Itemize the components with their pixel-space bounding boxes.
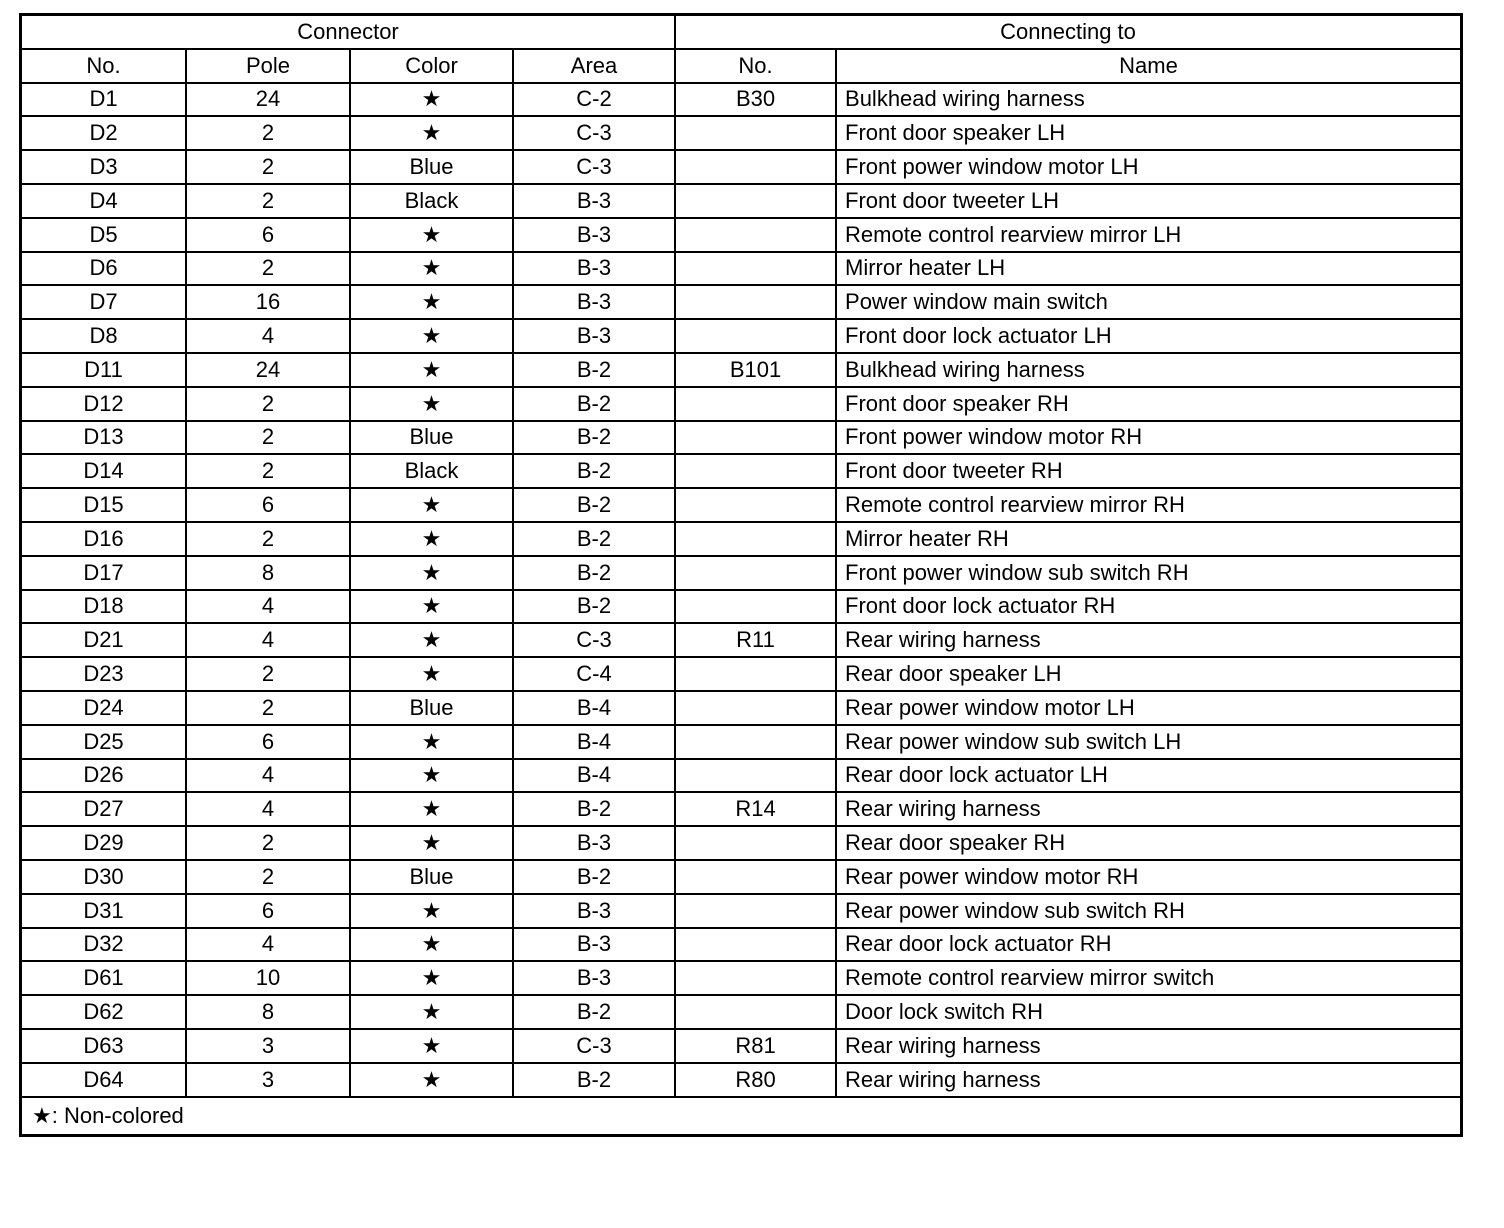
cell-color: ★ [350, 623, 513, 657]
cell-area: B-3 [513, 252, 675, 286]
cell-connecting-name: Front door speaker RH [836, 387, 1460, 421]
cell-connector-no: D17 [22, 556, 186, 590]
cell-pole: 2 [186, 150, 350, 184]
cell-connecting-name: Rear power window motor RH [836, 860, 1460, 894]
cell-connecting-no: B30 [675, 83, 836, 117]
cell-color: ★ [350, 488, 513, 522]
cell-connecting-no [675, 657, 836, 691]
cell-connecting-name: Front door lock actuator RH [836, 590, 1460, 624]
table-row [22, 387, 1460, 421]
cell-area: B-2 [513, 792, 675, 826]
table-row [22, 252, 1460, 286]
group-header-connecting-to: Connecting to [675, 16, 1460, 49]
cell-connecting-name: Remote control rearview mirror switch [836, 961, 1460, 995]
connector-table [22, 16, 1460, 1134]
cell-connecting-name: Door lock switch RH [836, 995, 1460, 1029]
cell-color: ★ [350, 894, 513, 928]
table-row [22, 928, 1460, 962]
cell-connector-no: D27 [22, 792, 186, 826]
cell-connector-no: D5 [22, 218, 186, 252]
cell-pole: 4 [186, 792, 350, 826]
cell-area: B-3 [513, 285, 675, 319]
cell-area: C-2 [513, 83, 675, 117]
table-row [22, 488, 1460, 522]
cell-connector-no: D14 [22, 454, 186, 488]
cell-pole: 8 [186, 556, 350, 590]
cell-connecting-name: Rear door speaker LH [836, 657, 1460, 691]
cell-area: B-4 [513, 691, 675, 725]
cell-area: C-3 [513, 623, 675, 657]
cell-area: B-2 [513, 1063, 675, 1097]
cell-area: B-3 [513, 184, 675, 218]
cell-pole: 4 [186, 590, 350, 624]
cell-connecting-no [675, 387, 836, 421]
cell-area: C-4 [513, 657, 675, 691]
cell-connecting-no [675, 285, 836, 319]
cell-pole: 3 [186, 1029, 350, 1063]
cell-connecting-no [675, 725, 836, 759]
cell-color: Black [350, 454, 513, 488]
table-row [22, 353, 1460, 387]
table-row [22, 522, 1460, 556]
table-row [22, 285, 1460, 319]
cell-connector-no: D21 [22, 623, 186, 657]
table-header [22, 16, 1460, 83]
cell-connector-no: D7 [22, 285, 186, 319]
connector-table-sheet [19, 13, 1463, 1137]
table-row [22, 218, 1460, 252]
table-row [22, 1029, 1460, 1063]
cell-connecting-name: Front power window sub switch RH [836, 556, 1460, 590]
table-row [22, 657, 1460, 691]
cell-color: ★ [350, 387, 513, 421]
table-row [22, 454, 1460, 488]
cell-color: Blue [350, 421, 513, 455]
cell-connector-no: D31 [22, 894, 186, 928]
cell-pole: 3 [186, 1063, 350, 1097]
cell-pole: 4 [186, 759, 350, 793]
cell-pole: 2 [186, 826, 350, 860]
cell-pole: 16 [186, 285, 350, 319]
table-row [22, 725, 1460, 759]
cell-color: ★ [350, 285, 513, 319]
cell-connecting-name: Rear door lock actuator LH [836, 759, 1460, 793]
cell-area: B-2 [513, 590, 675, 624]
cell-connecting-name: Remote control rearview mirror RH [836, 488, 1460, 522]
table-footer [22, 1097, 1460, 1134]
cell-pole: 8 [186, 995, 350, 1029]
cell-connecting-name: Remote control rearview mirror LH [836, 218, 1460, 252]
cell-area: B-2 [513, 556, 675, 590]
cell-connector-no: D62 [22, 995, 186, 1029]
header-column-row [22, 49, 1460, 83]
footnote-row [22, 1097, 1460, 1134]
cell-connector-no: D23 [22, 657, 186, 691]
cell-connector-no: D16 [22, 522, 186, 556]
cell-connecting-name: Bulkhead wiring harness [836, 353, 1460, 387]
cell-connecting-no [675, 522, 836, 556]
cell-color: ★ [350, 218, 513, 252]
cell-area: C-3 [513, 116, 675, 150]
cell-connector-no: D25 [22, 725, 186, 759]
cell-color: ★ [350, 353, 513, 387]
cell-connector-no: D1 [22, 83, 186, 117]
cell-connecting-name: Power window main switch [836, 285, 1460, 319]
cell-connector-no: D4 [22, 184, 186, 218]
cell-connecting-name: Rear power window sub switch LH [836, 725, 1460, 759]
table-row [22, 116, 1460, 150]
cell-connecting-no [675, 826, 836, 860]
cell-area: B-2 [513, 387, 675, 421]
cell-connector-no: D24 [22, 691, 186, 725]
table-row [22, 150, 1460, 184]
table-row [22, 792, 1460, 826]
cell-pole: 2 [186, 860, 350, 894]
cell-connecting-no [675, 995, 836, 1029]
cell-connecting-no [675, 894, 836, 928]
column-header-pole: Pole [186, 49, 350, 83]
cell-color: ★ [350, 995, 513, 1029]
cell-area: B-3 [513, 319, 675, 353]
cell-pole: 24 [186, 83, 350, 117]
cell-color: Blue [350, 860, 513, 894]
cell-connector-no: D32 [22, 928, 186, 962]
cell-connecting-no [675, 691, 836, 725]
cell-connecting-no: R81 [675, 1029, 836, 1063]
cell-pole: 4 [186, 928, 350, 962]
cell-connecting-name: Front door tweeter LH [836, 184, 1460, 218]
cell-pole: 2 [186, 522, 350, 556]
cell-connecting-name: Rear wiring harness [836, 1063, 1460, 1097]
cell-connecting-no: R11 [675, 623, 836, 657]
cell-area: B-4 [513, 759, 675, 793]
cell-connector-no: D63 [22, 1029, 186, 1063]
cell-connector-no: D29 [22, 826, 186, 860]
cell-connecting-no [675, 150, 836, 184]
cell-connecting-name: Rear power window motor LH [836, 691, 1460, 725]
cell-pole: 24 [186, 353, 350, 387]
cell-connector-no: D26 [22, 759, 186, 793]
cell-area: B-2 [513, 860, 675, 894]
cell-connector-no: D6 [22, 252, 186, 286]
cell-pole: 2 [186, 116, 350, 150]
cell-area: B-3 [513, 218, 675, 252]
table-row [22, 556, 1460, 590]
cell-connecting-no: B101 [675, 353, 836, 387]
cell-pole: 2 [186, 657, 350, 691]
cell-connecting-no [675, 759, 836, 793]
table-row [22, 759, 1460, 793]
cell-color: ★ [350, 1063, 513, 1097]
cell-connecting-name: Front door speaker LH [836, 116, 1460, 150]
cell-pole: 10 [186, 961, 350, 995]
cell-area: B-2 [513, 353, 675, 387]
cell-area: B-3 [513, 826, 675, 860]
group-header-connector: Connector [22, 16, 675, 49]
cell-pole: 4 [186, 319, 350, 353]
table-body [22, 83, 1460, 1097]
cell-connector-no: D15 [22, 488, 186, 522]
cell-color: ★ [350, 522, 513, 556]
table-row [22, 421, 1460, 455]
cell-connector-no: D3 [22, 150, 186, 184]
cell-pole: 2 [186, 184, 350, 218]
table-row [22, 184, 1460, 218]
cell-connecting-name: Mirror heater RH [836, 522, 1460, 556]
cell-connecting-name: Rear wiring harness [836, 1029, 1460, 1063]
column-header-to-no: No. [675, 49, 836, 83]
table-row [22, 961, 1460, 995]
cell-connecting-no [675, 454, 836, 488]
cell-connector-no: D2 [22, 116, 186, 150]
cell-area: B-3 [513, 961, 675, 995]
cell-connecting-name: Rear wiring harness [836, 792, 1460, 826]
cell-color: ★ [350, 116, 513, 150]
cell-color: Blue [350, 691, 513, 725]
table-row [22, 319, 1460, 353]
cell-connecting-no [675, 319, 836, 353]
cell-color: ★ [350, 590, 513, 624]
cell-color: ★ [350, 792, 513, 826]
cell-pole: 2 [186, 252, 350, 286]
cell-pole: 2 [186, 387, 350, 421]
cell-color: ★ [350, 961, 513, 995]
column-header-area: Area [513, 49, 675, 83]
cell-color: Blue [350, 150, 513, 184]
cell-connecting-no [675, 252, 836, 286]
cell-color: ★ [350, 319, 513, 353]
footnote: ★: Non-colored [22, 1097, 1460, 1134]
cell-connecting-no [675, 116, 836, 150]
cell-color: ★ [350, 759, 513, 793]
cell-connector-no: D64 [22, 1063, 186, 1097]
cell-color: Black [350, 184, 513, 218]
cell-color: ★ [350, 83, 513, 117]
cell-connector-no: D11 [22, 353, 186, 387]
table-row [22, 826, 1460, 860]
table-row [22, 1063, 1460, 1097]
cell-area: C-3 [513, 1029, 675, 1063]
cell-connecting-name: Bulkhead wiring harness [836, 83, 1460, 117]
cell-area: B-2 [513, 421, 675, 455]
cell-connector-no: D61 [22, 961, 186, 995]
cell-connecting-name: Mirror heater LH [836, 252, 1460, 286]
cell-color: ★ [350, 252, 513, 286]
cell-connecting-no: R80 [675, 1063, 836, 1097]
cell-connecting-name: Rear power window sub switch RH [836, 894, 1460, 928]
cell-pole: 2 [186, 691, 350, 725]
cell-color: ★ [350, 657, 513, 691]
cell-pole: 6 [186, 894, 350, 928]
cell-pole: 6 [186, 488, 350, 522]
cell-connector-no: D13 [22, 421, 186, 455]
cell-area: B-2 [513, 995, 675, 1029]
cell-connector-no: D18 [22, 590, 186, 624]
cell-area: B-3 [513, 928, 675, 962]
cell-area: B-4 [513, 725, 675, 759]
table-row [22, 590, 1460, 624]
header-group-row [22, 16, 1460, 49]
cell-pole: 6 [186, 218, 350, 252]
cell-color: ★ [350, 928, 513, 962]
table-row [22, 83, 1460, 117]
cell-connecting-no: R14 [675, 792, 836, 826]
cell-connecting-name: Rear door lock actuator RH [836, 928, 1460, 962]
cell-area: B-2 [513, 454, 675, 488]
table-row [22, 894, 1460, 928]
cell-area: B-2 [513, 488, 675, 522]
cell-connecting-name: Front door tweeter RH [836, 454, 1460, 488]
cell-connecting-name: Front power window motor LH [836, 150, 1460, 184]
cell-connecting-name: Rear door speaker RH [836, 826, 1460, 860]
cell-connecting-no [675, 488, 836, 522]
column-header-color: Color [350, 49, 513, 83]
cell-connecting-name: Front door lock actuator LH [836, 319, 1460, 353]
cell-connecting-no [675, 421, 836, 455]
cell-pole: 2 [186, 454, 350, 488]
cell-connecting-name: Front power window motor RH [836, 421, 1460, 455]
cell-area: C-3 [513, 150, 675, 184]
cell-area: B-3 [513, 894, 675, 928]
cell-color: ★ [350, 826, 513, 860]
cell-pole: 2 [186, 421, 350, 455]
cell-connector-no: D30 [22, 860, 186, 894]
cell-color: ★ [350, 725, 513, 759]
cell-connector-no: D12 [22, 387, 186, 421]
cell-connecting-no [675, 860, 836, 894]
cell-connecting-no [675, 556, 836, 590]
cell-area: B-2 [513, 522, 675, 556]
cell-color: ★ [350, 556, 513, 590]
table-row [22, 623, 1460, 657]
column-header-no: No. [22, 49, 186, 83]
cell-connecting-name: Rear wiring harness [836, 623, 1460, 657]
cell-connecting-no [675, 184, 836, 218]
cell-color: ★ [350, 1029, 513, 1063]
cell-connecting-no [675, 218, 836, 252]
cell-connecting-no [675, 961, 836, 995]
cell-connecting-no [675, 590, 836, 624]
cell-pole: 4 [186, 623, 350, 657]
cell-connector-no: D8 [22, 319, 186, 353]
column-header-name: Name [836, 49, 1460, 83]
cell-pole: 6 [186, 725, 350, 759]
table-row [22, 995, 1460, 1029]
cell-connecting-no [675, 928, 836, 962]
table-row [22, 691, 1460, 725]
table-row [22, 860, 1460, 894]
